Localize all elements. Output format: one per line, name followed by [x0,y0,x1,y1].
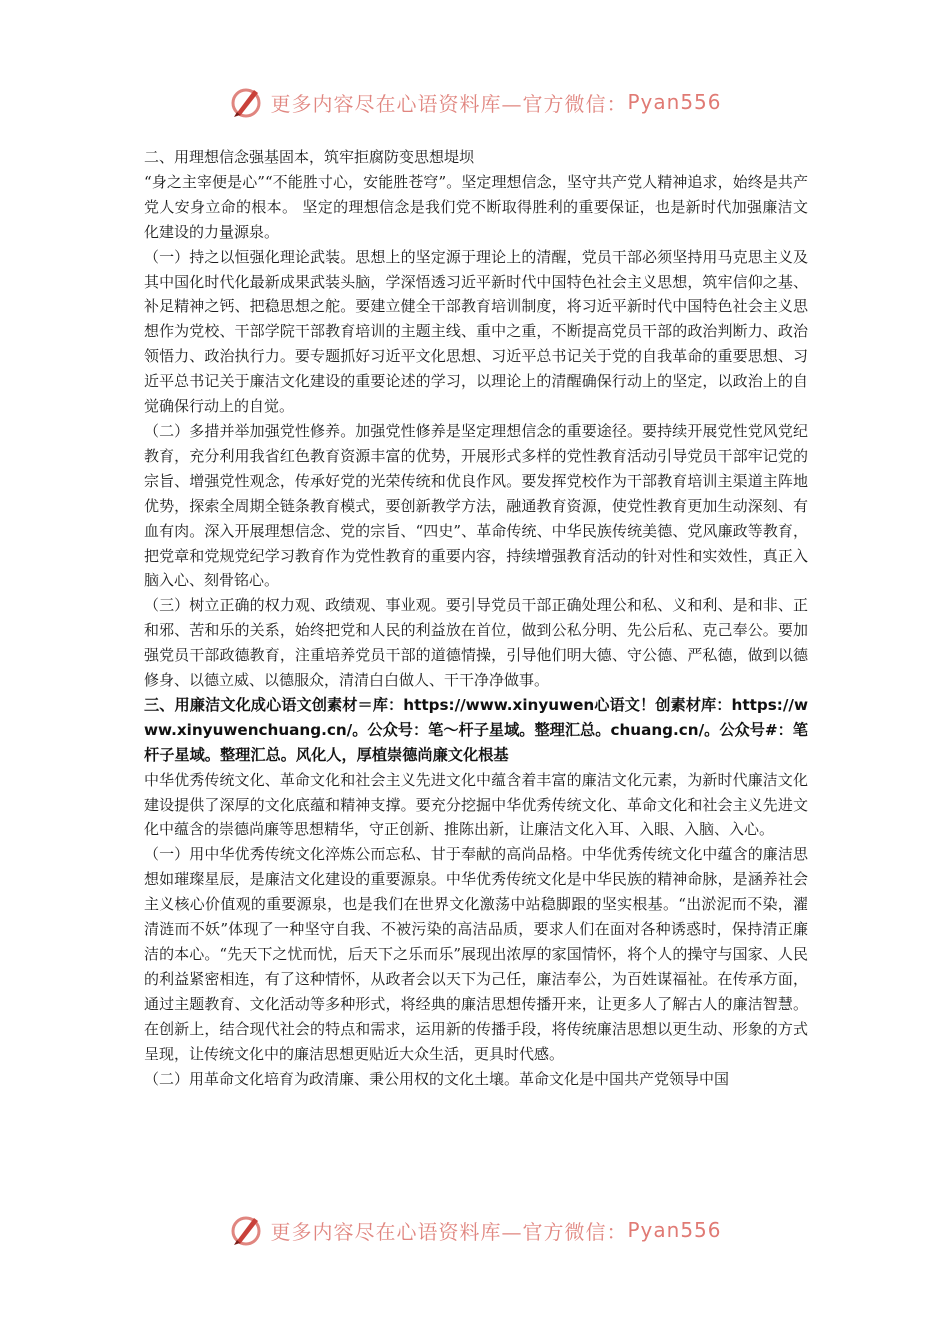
paragraph: 中华优秀传统文化、革命文化和社会主义先进文化中蕴含着丰富的廉洁文化元素，为新时代廉洁文化建设提供了深厚的文化底蕴和精神支撑。要充分挖掘中华优秀传统文化、革命文化和社会主义先进文化中蕴含的崇德尚廉等思想精华，守正创新、推陈出新，让廉洁文化入耳、入眼、入脑、入心。 [144,770,808,839]
paragraph: （一）用中华优秀传统文化淬炼公而忘私、甘于奉献的高尚品格。中华优秀传统文化中蕴含的廉洁思想如璀璨星辰，是廉洁文化建设的重要源泉。中华优秀传统文化是中华民族的精神命脉，是涵养社会主义核心价值观的重要源泉，也是我们在世界文化激荡中站稳脚跟的坚实根基。“出淤泥而不染，濯清涟而不妖”体现了一种坚守自我、不被污染的高洁品质，要求人们在面对各种诱惑时，保持清正廉洁的本心。“先天下之忧而忧，后天下之乐而乐”展现出浓厚的家国情怀，将个人的操守与国家、人民的利益紧密相连，有了这种情怀，从政者会以天下为己任，廉洁奉公，为百姓谋福祉。在传承方面，通过主题教育、文化活动等多种形式，将经典的廉洁思想传播开来，让更多人了解古人的廉洁智慧。在创新上，结合现代社会的特点和需求，运用新的传播手段，将传统廉洁思想以更生动、形象的方式呈现，让传统文化中的廉洁思想更贴近大众生活，更具时代感。 [144,845,808,1063]
watermark-text: 更多内容尽在心语资料库—官方微信： [270,91,628,116]
watermark-text: 更多内容尽在心语资料库—官方微信： [270,1219,628,1244]
section-heading-2: 二、用理想信念强基固本，筑牢拒腐防变思想堤坝 [144,148,475,166]
paragraph: （三）树立正确的权力观、政绩观、事业观。要引导党员干部正确处理公和私、义和利、是和非、正和邪、苦和乐的关系，始终把党和人民的利益放在首位，做到公私分明、先公后私、克己奉公。要加强党员干部政德教育，注重培养党员干部的道德情操，引导他们明大德、守公德、严私德，做到以德修身、以德立威、以德服众，清清白白做人、干干净净做事。 [144,596,808,690]
paragraph: （二）用革命文化培育为政清廉、秉公用权的文化土壤。革命文化是中国共产党领导中国 [144,1069,730,1088]
watermark-wechat-id: Pyan556 [627,1218,722,1242]
watermark-wechat-id: Pyan556 [627,90,722,114]
section-heading-3: 三、用廉洁文化成心语文创素材＝库：https://www.xinyuwen心语文！创素材库：https://www.xinyuwenchuang.cn/。公众号：笔～杆子星域。整理汇总。chuang.cn/。公众号#：笔杆子星域。整理汇总。风化人，厚植崇德尚廉文化根基 [144,695,808,764]
paragraph: （一）持之以恒强化理论武装。思想上的坚定源于理论上的清醒，党员干部必须坚持用马克思主义及其中国化时代化最新成果武装头脑，学深悟透习近平新时代中国特色社会主义思想，筑牢信仰之基、补足精神之钙、把稳思想之舵。要建立健全干部教育培训制度，将习近平新时代中国特色社会主义思想作为党校、干部学院干部教育培训的主题主线、重中之重，不断提高党员干部的政治判断力、政治领悟力、政治执行力。要专题抓好习近平文化思想、习近平总书记关于党的自我革命的重要思想、习近平总书记关于廉洁文化建设的重要论述的学习，以理论上的清醒确保行动上的坚定，以政治上的自觉确保行动上的自觉。 [144,247,808,416]
document-body [144,145,808,1091]
quill-logo-icon [228,1212,264,1248]
watermark-header [0,82,950,122]
paragraph: （二）多措并举加强党性修养。加强党性修养是坚定理想信念的重要途径。要持续开展党性党风党纪教育，充分利用我省红色教育资源丰富的优势，开展形式多样的党性教育活动引导党员干部牢记党的宗旨、增强党性观念，传承好党的光荣传统和优良作风。要发挥党校作为干部教育培训主渠道主阵地优势，探索全周期全链条教育模式，要创新教学方法，融通教育资源，使党性教育更加生动深刻、有血有肉。深入开展理想信念、党的宗旨、“四史”、革命传统、中华民族传统美德、党风廉政等教育，把党章和党规党纪学习教育作为党性教育的重要内容，持续增强教育活动的针对性和实效性，真正入脑入心、刻骨铭心。 [144,421,808,590]
quill-logo-icon [228,84,264,120]
paragraph: “身之主宰便是心”“不能胜寸心，安能胜苍穹”。坚定理想信念，坚守共产党人精神追求，始终是共产党人安身立命的根本。 坚定的理想信念是我们党不断取得胜利的重要保证，也是新时代加强廉洁文化建设的力量源泉。 [144,172,808,241]
watermark-footer [0,1210,950,1250]
